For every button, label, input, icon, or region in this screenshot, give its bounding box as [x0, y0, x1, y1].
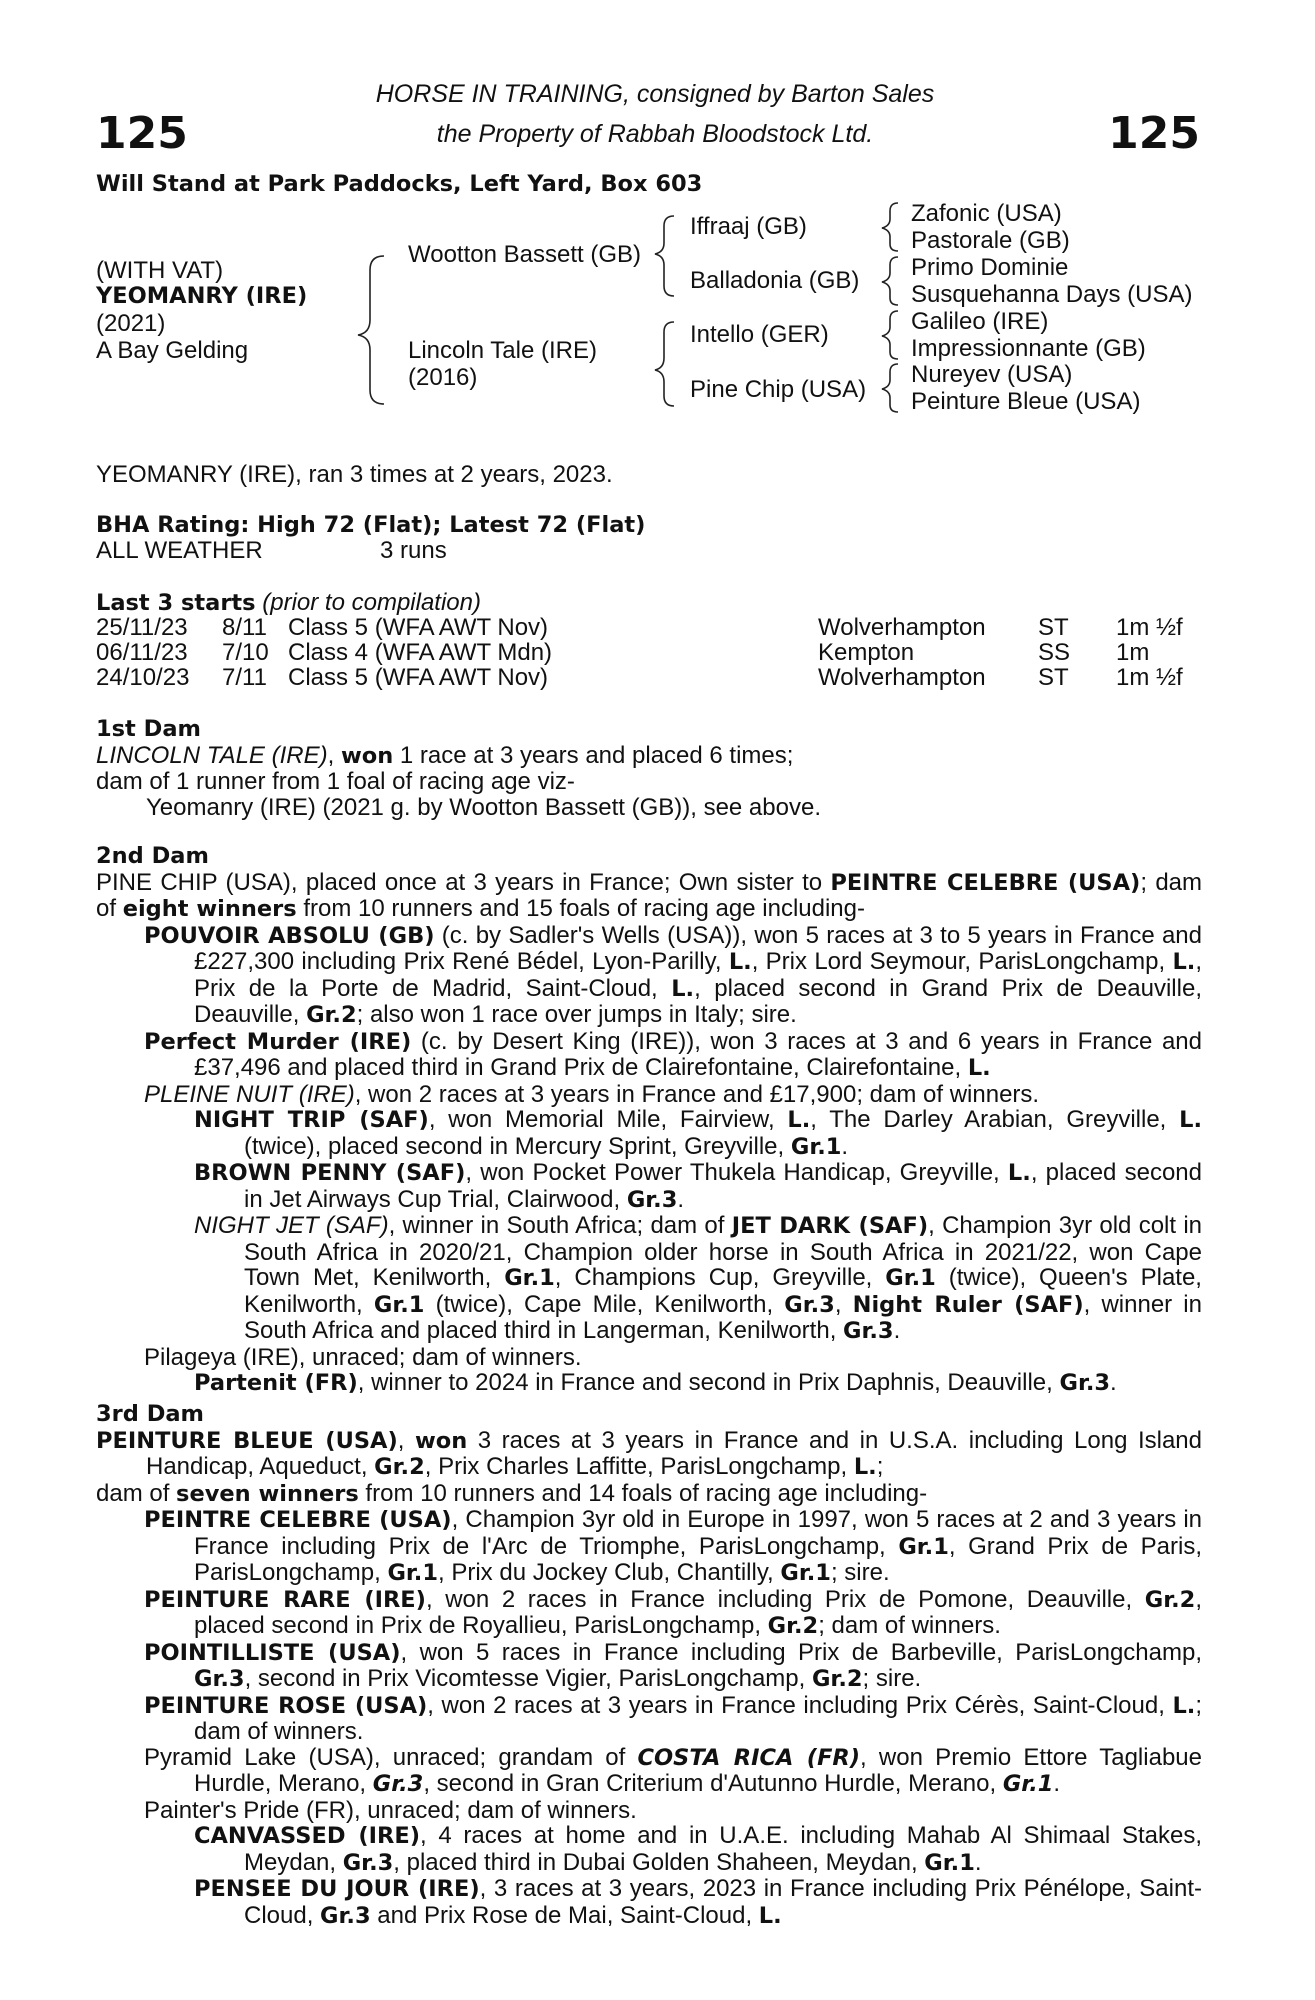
bha-rating: BHA Rating: High 72 (Flat); Latest 72 (Flat): [96, 512, 646, 538]
start-position: 7/10: [222, 639, 269, 666]
pedigree-dam-sire: Intello (GER): [690, 321, 829, 348]
start-course: Wolverhampton: [818, 614, 986, 641]
pedigree-sire-dam: Balladonia (GB): [690, 267, 860, 294]
start-course: Kempton: [818, 639, 915, 666]
produce-pointilliste: POINTILLISTE (USA), won 5 races in France including Prix de Barbeville, ParisLongchamp, Gr.3, second in Prix Vicomtesse Vigier, ParisLongchamp, Gr.2; sire.: [144, 1638, 1203, 1692]
first-dam-line: LINCOLN TALE (IRE), won 1 race at 3 years and placed 6 times;: [96, 741, 794, 769]
pedigree-dam: Lincoln Tale (IRE): [408, 337, 597, 364]
pedigree-sire: Wootton Bassett (GB): [408, 241, 641, 268]
start-date: 06/11/23: [96, 639, 188, 666]
horse-description: A Bay Gelding: [96, 337, 249, 364]
vat-note: (WITH VAT): [96, 257, 224, 284]
produce-painters-pride: Painter's Pride (FR), unraced; dam of winners.: [144, 1796, 637, 1824]
start-position: 8/11: [222, 614, 267, 641]
third-dam-section: [96, 1402, 1202, 1929]
consignment-line: HORSE IN TRAINING, consigned by Barton Sales: [375, 80, 935, 108]
pedigree-dss: Galileo (IRE): [911, 308, 1049, 335]
start-position: 7/11: [222, 664, 267, 691]
start-going: ST: [1038, 614, 1069, 641]
second-dam-intro: PINE CHIP (USA), placed once at 3 years in France; Own sister to PEINTRE CELEBRE (USA); dam of eight winners from 10 runners and 15 foals of racing age including-: [96, 868, 1202, 922]
start-course: Wolverhampton: [818, 664, 986, 691]
second-dam-section: [96, 844, 1202, 1397]
start-distance: 1m ½f: [1116, 664, 1183, 691]
pedigree-sds: Primo Dominie: [911, 254, 1069, 281]
start-race: Class 5 (WFA AWT Nov): [288, 664, 549, 691]
produce-night-trip: NIGHT TRIP (SAF), won Memorial Mile, Fairview, L., The Darley Arabian, Greyville, L. (twice), placed second in Mercury Sprint, Greyville, Gr.1.: [194, 1106, 1203, 1160]
produce-brown-penny: BROWN PENNY (SAF), won Pocket Power Thukela Handicap, Greyville, L., placed second in Jet Airways Cup Trial, Clairwood, Gr.3.: [194, 1159, 1202, 1213]
pedigree-ssd: Pastorale (GB): [911, 227, 1070, 254]
pedigree-dam-dam: Pine Chip (USA): [690, 376, 867, 403]
lot-number-left: 125: [96, 108, 188, 159]
last-starts-subtitle: (prior to compilation): [262, 589, 481, 616]
produce-pensee-du-jour: PENSEE DU JOUR (IRE), 3 races at 3 years, 2023 in France including Prix Pénélope, Saint-Cloud, Gr.3 and Prix Rose de Mai, Saint-Cloud, L.: [194, 1875, 1202, 1929]
second-dam-heading: 2nd Dam: [96, 843, 209, 869]
pedigree-ddd: Peinture Bleue (USA): [911, 388, 1141, 415]
produce-peintre-celebre: PEINTRE CELEBRE (USA), Champion 3yr old in Europe in 1997, won 5 races at 2 and 3 years in France including Prix de l'Arc de Triomphe, ParisLongchamp, Gr.1, Grand Prix de Paris, ParisLongchamp, Gr.1, Prix du Jockey Club, Chantilly, Gr.1; sire.: [144, 1506, 1202, 1586]
first-dam-section: [96, 717, 1202, 820]
produce-peinture-rose: PEINTURE ROSE (USA), won 2 races at 3 years in France including Prix Cérès, Saint-Cloud, L.; dam of winners.: [144, 1691, 1202, 1745]
start-date: 24/10/23: [96, 664, 190, 691]
race-record-summary: YEOMANRY (IRE), ran 3 times at 2 years, 2023.: [96, 461, 613, 488]
produce-pouvoir-absolu: POUVOIR ABSOLU (GB) (c. by Sadler's Wells (USA)), won 5 races at 3 to 5 years in France and £227,300 including Prix René Bédel, Lyon-Parilly, L., Prix Lord Seymour, ParisLongchamp, L., Prix de la Porte de Madrid, Saint-Cloud, L., placed second in Grand Prix de Deauville, Deauville, Gr.2; also won 1 race over jumps in Italy; sire.: [144, 921, 1202, 1028]
start-going: ST: [1038, 664, 1069, 691]
lot-number-right: 125: [1108, 108, 1200, 159]
pedigree-sire-sire: Iffraaj (GB): [690, 213, 807, 240]
start-race: Class 4 (WFA AWT Mdn): [288, 639, 553, 666]
last-starts-title: Last 3 starts: [96, 590, 256, 616]
produce-pleine-nuit: PLEINE NUIT (IRE), won 2 races at 3 years in France and £17,900; dam of winners.: [144, 1080, 1040, 1108]
start-date: 25/11/23: [96, 614, 188, 641]
third-dam-produce-line: dam of seven winners from 10 runners and 14 foals of racing age including-: [96, 1479, 928, 1507]
property-line: the Property of Rabbah Bloodstock Ltd.: [436, 120, 874, 148]
start-distance: 1m: [1116, 639, 1150, 666]
pedigree-dds: Nureyev (USA): [911, 361, 1073, 388]
produce-pilageya: Pilageya (IRE), unraced; dam of winners.: [144, 1343, 582, 1371]
third-dam-record: PEINTURE BLEUE (USA), won 3 races at 3 years in France and in U.S.A. including Long Island Handicap, Aqueduct, Gr.2, Prix Charles Laffitte, ParisLongchamp, L.;: [96, 1426, 1202, 1480]
first-dam-heading: 1st Dam: [96, 716, 201, 742]
horse-year: (2021): [96, 310, 166, 337]
horse-name: YEOMANRY (IRE): [96, 283, 308, 309]
start-distance: 1m ½f: [1116, 614, 1183, 641]
first-dam-foal: Yeomanry (IRE) (2021 g. by Wootton Bassett (GB)), see above.: [146, 793, 821, 821]
all-weather-label: ALL WEATHER: [96, 537, 263, 564]
stand-location: Will Stand at Park Paddocks, Left Yard, Box 603: [96, 171, 703, 197]
start-going: SS: [1038, 639, 1071, 666]
third-dam-heading: 3rd Dam: [96, 1401, 204, 1427]
pedigree-sdd: Susquehanna Days (USA): [911, 281, 1193, 308]
pedigree-dsd: Impressionnante (GB): [911, 335, 1146, 362]
pedigree-dam-year: (2016): [408, 364, 478, 391]
pedigree-sss: Zafonic (USA): [911, 200, 1062, 227]
all-weather-runs: 3 runs: [380, 537, 447, 564]
last-starts-heading: [96, 590, 481, 617]
produce-pyramid-lake: Pyramid Lake (USA), unraced; grandam of COSTA RICA (FR), won Premio Ettore Tagliabue Hurdle, Merano, Gr.3, second in Gran Criterium d'Autunno Hurdle, Merano, Gr.1.: [144, 1743, 1202, 1797]
produce-perfect-murder: Perfect Murder (IRE) (c. by Desert King (IRE)), won 3 races at 3 and 6 years in France and £37,496 and placed third in Grand Prix de Clairefontaine, Clairefontaine, L.: [144, 1027, 1202, 1081]
produce-canvassed: CANVASSED (IRE), 4 races at home and in U.A.E. including Mahab Al Shimaal Stakes, Meydan, Gr.3, placed third in Dubai Golden Shaheen, Meydan, Gr.1.: [194, 1822, 1202, 1876]
first-dam-produce-line: dam of 1 runner from 1 foal of racing age viz-: [96, 768, 575, 795]
produce-partenit: Partenit (FR), winner to 2024 in France and second in Prix Daphnis, Deauville, Gr.3.: [194, 1369, 1117, 1396]
produce-peinture-rare: PEINTURE RARE (IRE), won 2 races in France including Prix de Pomone, Deauville, Gr.2, placed second in Prix de Royallieu, ParisLongchamp, Gr.2; dam of winners.: [144, 1585, 1202, 1639]
produce-night-jet: NIGHT JET (SAF), winner in South Africa; dam of JET DARK (SAF), Champion 3yr old colt in South Africa in 2020/21, Champion older horse in South Africa in 2021/22, won Cape Town Met, Kenilworth, Gr.1, Champions Cup, Greyville, Gr.1 (twice), Queen's Plate, Kenilworth, Gr.1 (twice), Cape Mile, Kenilworth, Gr.3, Night Ruler (SAF), winner in South Africa and placed third in Langerman, Kenilworth, Gr.3.: [194, 1212, 1203, 1344]
start-race: Class 5 (WFA AWT Nov): [288, 614, 549, 641]
